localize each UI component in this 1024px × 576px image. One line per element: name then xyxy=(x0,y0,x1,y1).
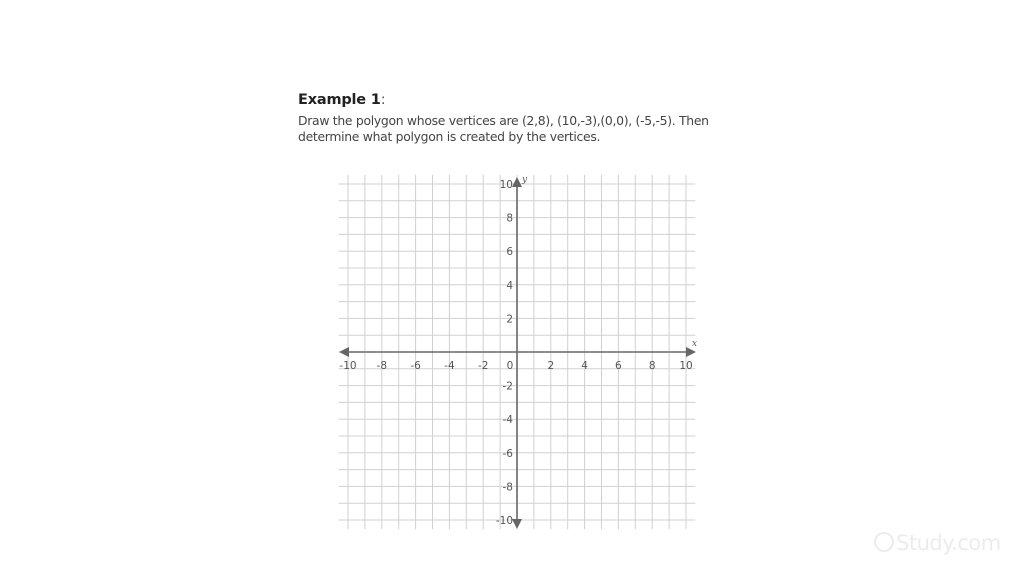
x-tick-label: 0 xyxy=(506,360,514,372)
example-title-colon: : xyxy=(380,92,386,108)
y-tick-label: 6 xyxy=(506,246,513,259)
x-axis-label: x xyxy=(692,339,698,349)
y-tick-label: 4 xyxy=(506,279,513,292)
x-tick-label: -2 xyxy=(477,360,489,372)
y-tick-label: -6 xyxy=(502,447,513,460)
y-tick-label: -8 xyxy=(502,481,513,494)
x-tick-label: 8 xyxy=(648,360,656,372)
x-axis-left-arrow-icon xyxy=(339,347,349,357)
y-axis-label: y xyxy=(522,175,528,185)
y-tick-label: 10 xyxy=(499,179,513,191)
x-tick-label: 10 xyxy=(679,360,693,372)
x-tick-label: -4 xyxy=(444,360,455,372)
example-title-text: Example 1 xyxy=(298,92,381,108)
x-tick-label: -8 xyxy=(376,360,388,372)
x-tick-label: 4 xyxy=(581,360,588,372)
y-tick-label: 8 xyxy=(506,212,513,225)
y-tick-label: -4 xyxy=(502,414,513,427)
x-tick-label: 6 xyxy=(615,360,622,372)
y-axis-up-arrow-icon xyxy=(512,177,522,187)
study-logo-icon xyxy=(874,532,894,552)
watermark-text: Study.com xyxy=(896,531,1001,555)
x-tick-label: 2 xyxy=(547,360,555,372)
tick-labels xyxy=(339,175,697,527)
example-prompt: Draw the polygon whose vertices are (2,8), (10,-3),(0,0), (-5,-5). Then determine what polygon is created by the vertices. xyxy=(298,113,709,144)
y-tick-label: 2 xyxy=(506,313,513,326)
x-tick-label: -6 xyxy=(410,360,421,372)
axes xyxy=(339,177,696,529)
study-watermark xyxy=(874,531,1001,555)
x-tick-label: -10 xyxy=(339,360,357,372)
y-tick-label: -2 xyxy=(502,380,513,393)
y-tick-label: -10 xyxy=(495,515,513,527)
y-axis-down-arrow-icon xyxy=(512,519,522,529)
